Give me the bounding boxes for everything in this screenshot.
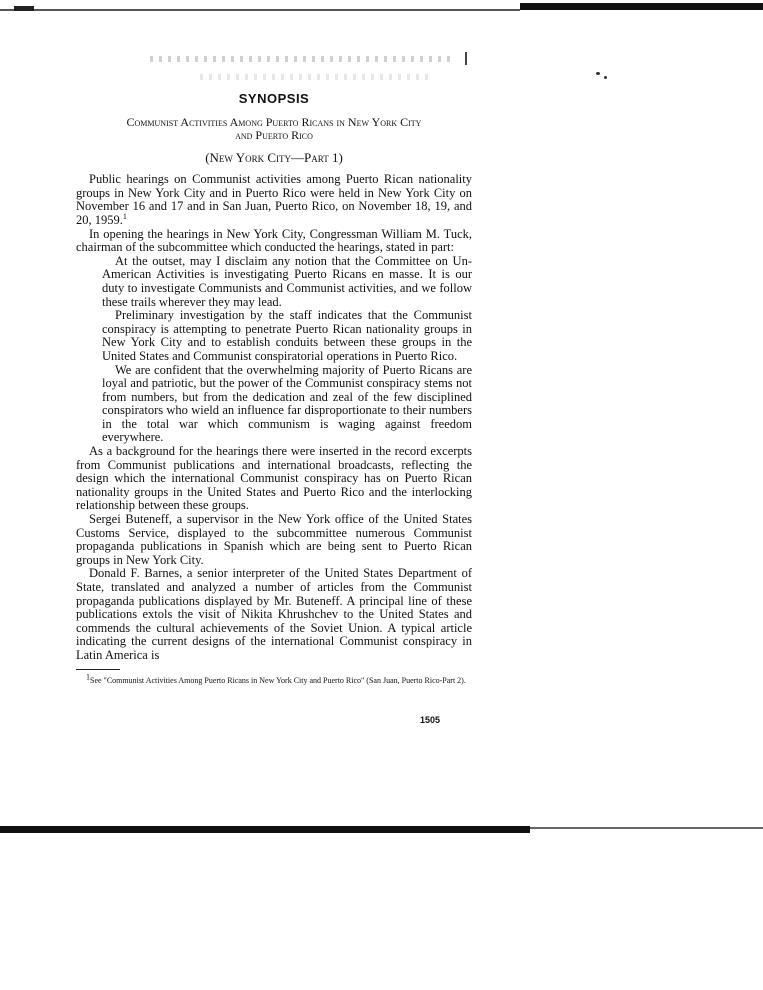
block-quote (76, 255, 472, 445)
footnote-text: See "Communist Activities Among Puerto Ricans in New York City and Puerto Rico" (San Juan, Puerto Rico-Part 2). (90, 675, 466, 685)
scan-noise (200, 74, 430, 80)
page-number: 1505 (420, 715, 441, 725)
scan-bottom-line (530, 827, 763, 829)
quote-paragraph-1: At the outset, may I disclaim any notion that the Committee on Un-American Activities is investigating Puerto Ricans en masse. It is our duty to investigate Communists and Communist activities, and we follow these trails wherever they may lead. (102, 253, 472, 309)
scan-noise (150, 56, 450, 62)
footnote-ref[interactable]: 1 (122, 211, 127, 221)
scan-top-edge (0, 0, 763, 14)
paragraph-3: As a background for the hearings there were inserted in the record excerpts from Communist publications and international broadcasts, reflecting the design which the international Communist conspiracy has on Puerto Rican nationality groups in the United States and Puerto Rico and the interlocking relationship between these groups. (76, 444, 472, 513)
quote-paragraph-3: We are confident that the overwhelming majority of Puerto Ricans are loyal and patriotic, but the power of the Communist conspiracy stems not from numbers, but from the dedication and zeal of the few disciplined conspirators who wield an influence far disproportionate to their numbers in the total war which communism is waging against freedom everywhere. (102, 362, 472, 445)
footnote-rule (76, 669, 120, 670)
scan-bottom-band (0, 826, 530, 833)
paragraph-4: Sergei Buteneff, a supervisor in the New York office of the United States Customs Service, displayed to the subcommittee numerous Communist propaganda publications in Spanish which are being sent to Puerto Rican groups in New York City. (76, 512, 472, 567)
document-title: SYNOPSIS (238, 91, 310, 106)
document-part-label: (New York City—Part 1) (205, 149, 343, 165)
document-page (76, 92, 472, 685)
footnote-marker: 1 (86, 671, 90, 681)
paragraph-5: Donald F. Barnes, a senior interpreter of the United States Department of State, translated and analyzed a number of articles from the Communist propaganda publications displayed by Mr. Buteneff. A principal line of these publications extols the visit of Nikita Khrushchev to the United States and commends the cultural achievements of the Soviet Union. A typical article indicating the current designs of the international Communist conspiracy in Latin America is (76, 566, 472, 662)
footnote (76, 671, 472, 685)
paragraph-2: In opening the hearings in New York City, Congressman William M. Tuck, chairman of the subcommittee which conducted the hearings, stated in part: (76, 226, 472, 255)
scan-mark (465, 52, 467, 65)
scan-speck (596, 72, 600, 75)
document-subtitle-line1: Communist Activities Among Puerto Ricans in New York City (126, 114, 422, 129)
quote-paragraph-2: Preliminary investigation by the staff indicates that the Communist conspiracy is attempting to penetrate Puerto Rican nationality groups in New York City and to establish conduits between these groups in the United States and Communist conspiratorial operations in Puerto Rico. (102, 308, 472, 363)
paragraph-1: Public hearings on Communist activities among Puerto Rican nationality groups in New York City and in Puerto Rico were held in New York City on November 16 and 17 and in San Juan, Puerto Rico, on November 18, 19, and 20, 1959.$^1$ (76, 172, 472, 227)
document-subtitle-line2: and Puerto Rico (235, 127, 313, 142)
scan-speck (604, 76, 607, 79)
